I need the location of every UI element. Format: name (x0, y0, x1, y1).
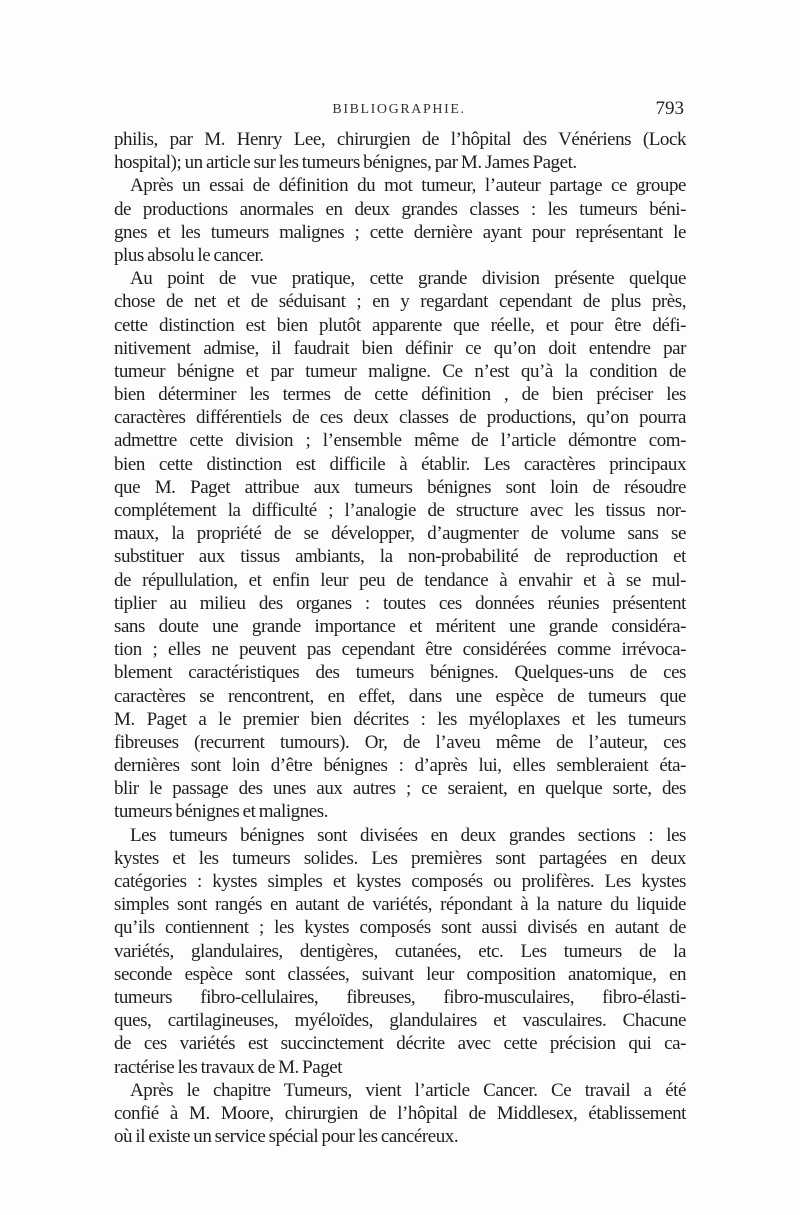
text-line: catégories : kystes simples et kystes composés ou prolifères. Les kystes (114, 871, 686, 892)
text-line: tion ; elles ne peuvent pas cependant être considérées comme irrévoca- (114, 639, 686, 661)
text-line: caractères se rencontrent, en effet, dans une espèce de tumeurs que (114, 685, 686, 707)
text-line: variétés, glandulaires, dentigères, cutanées, etc. Les tumeurs de la (114, 940, 686, 962)
text-line: tumeurs bénignes et malignes. (114, 801, 329, 823)
text-line: qu’ils contiennent ; les kystes composés sont aussi divisés en autant de (114, 917, 686, 939)
text-line: Après le chapitre Tumeurs, vient l’article Cancer. Ce travail a été (130, 1079, 686, 1101)
text-line: substituer aux tissus ambiants, la non-probabilité de reproduction et (114, 546, 686, 568)
text-line: de ces variétés est succinctement décrite avec cette précision qui ca- (114, 1033, 686, 1055)
text-line: que M. Paget attribue aux tumeurs bénignes sont loin de résoudre (114, 476, 686, 498)
text-line: chose de net et de séduisant ; en y regardant cependant de plus près, (114, 291, 686, 313)
text-line: bien cette distinction est difficile à établir. Les caractères principaux (114, 453, 686, 475)
text-line: ractérise les travaux de M. Paget (114, 1056, 343, 1078)
text-line: tumeur bénigne et par tumeur maligne. Ce n’est qu’à la condition de (114, 360, 686, 382)
page-number: 793 (655, 98, 684, 119)
text-line: tumeurs fibro-cellulaires, fibreuses, fibro-musculaires, fibro-élasti- (114, 986, 686, 1008)
text-line: de productions anormales en deux grandes classes : les tumeurs béni- (114, 198, 686, 220)
text-line: hospital); un article sur les tumeurs bénignes, par M. James Paget. (114, 152, 577, 174)
text-line: tiplier au milieu des organes : toutes ces données réunies présentent (114, 592, 686, 614)
text-line: Après un essai de définition du mot tumeur, l’auteur partage ce groupe (130, 175, 686, 197)
text-line: Les tumeurs bénignes sont divisées en deux grandes sections : les (130, 824, 686, 846)
text-line: bien déterminer les termes de cette définition , de bien préciser les (114, 384, 686, 406)
text-line: ques, cartilagineuses, myéloïdes, glandulaires et vasculaires. Chacune (114, 1010, 686, 1032)
text-line: blir le passage des unes aux autres ; ce seraient, en quelque sorte, des (114, 778, 686, 800)
text-line: nitivement admise, il faudrait bien définir ce qu’on doit entendre par (114, 337, 686, 359)
body-text (114, 128, 686, 1148)
text-line: fibreuses (recurrent tumours). Or, de l’aveu même de l’auteur, ces (114, 731, 686, 753)
text-line: sans doute une grande importance et méritent une grande considéra- (114, 615, 686, 637)
text-line: dernières sont loin d’être bénignes : d’après lui, elles sembleraient éta- (114, 755, 686, 777)
text-line: de répullulation, et enfin leur peu de tendance à envahir et à se mul- (114, 569, 686, 591)
text-line: simples sont rangés en autant de variétés, répondant à la nature du liquide (114, 894, 686, 916)
text-line: kystes et les tumeurs solides. Les premières sont partagées en deux (114, 847, 686, 869)
text-line: complétement la difficulté ; l’analogie de structure avec les tissus nor- (114, 500, 686, 521)
text-line: caractères différentiels de ces deux classes de productions, qu’on pourra (114, 407, 686, 429)
text-line: cette distinction est bien plutôt apparente que réelle, et pour être défi- (114, 314, 686, 336)
text-line: admettre cette division ; l’ensemble même de l’article démontre com- (114, 430, 686, 452)
text-line: où il existe un service spécial pour les cancéreux. (114, 1126, 459, 1148)
text-line: plus absolu le cancer. (114, 244, 264, 266)
page-header (112, 98, 686, 124)
text-line: gnes et les tumeurs malignes ; cette dernière ayant pour représentant le (114, 221, 686, 243)
text-line: blement caractéristiques des tumeurs bénignes. Quelques-uns de ces (114, 662, 686, 684)
text-line: philis, par M. Henry Lee, chirurgien de l’hôpital des Vénériens (Lock (114, 129, 686, 150)
running-head: BIBLIOGRAPHIE. (332, 102, 466, 117)
text-line: seconde espèce sont classées, suivant leur composition anatomique, en (114, 963, 686, 985)
text-line: M. Paget a le premier bien décrites : les myéloplaxes et les tumeurs (114, 708, 686, 730)
text-line: maux, la propriété de se développer, d’augmenter de volume sans se (114, 523, 686, 545)
text-line: Au point de vue pratique, cette grande division présente quelque (130, 268, 686, 290)
text-line: confié à M. Moore, chirurgien de l’hôpital de Middlesex, établissement (114, 1102, 686, 1124)
